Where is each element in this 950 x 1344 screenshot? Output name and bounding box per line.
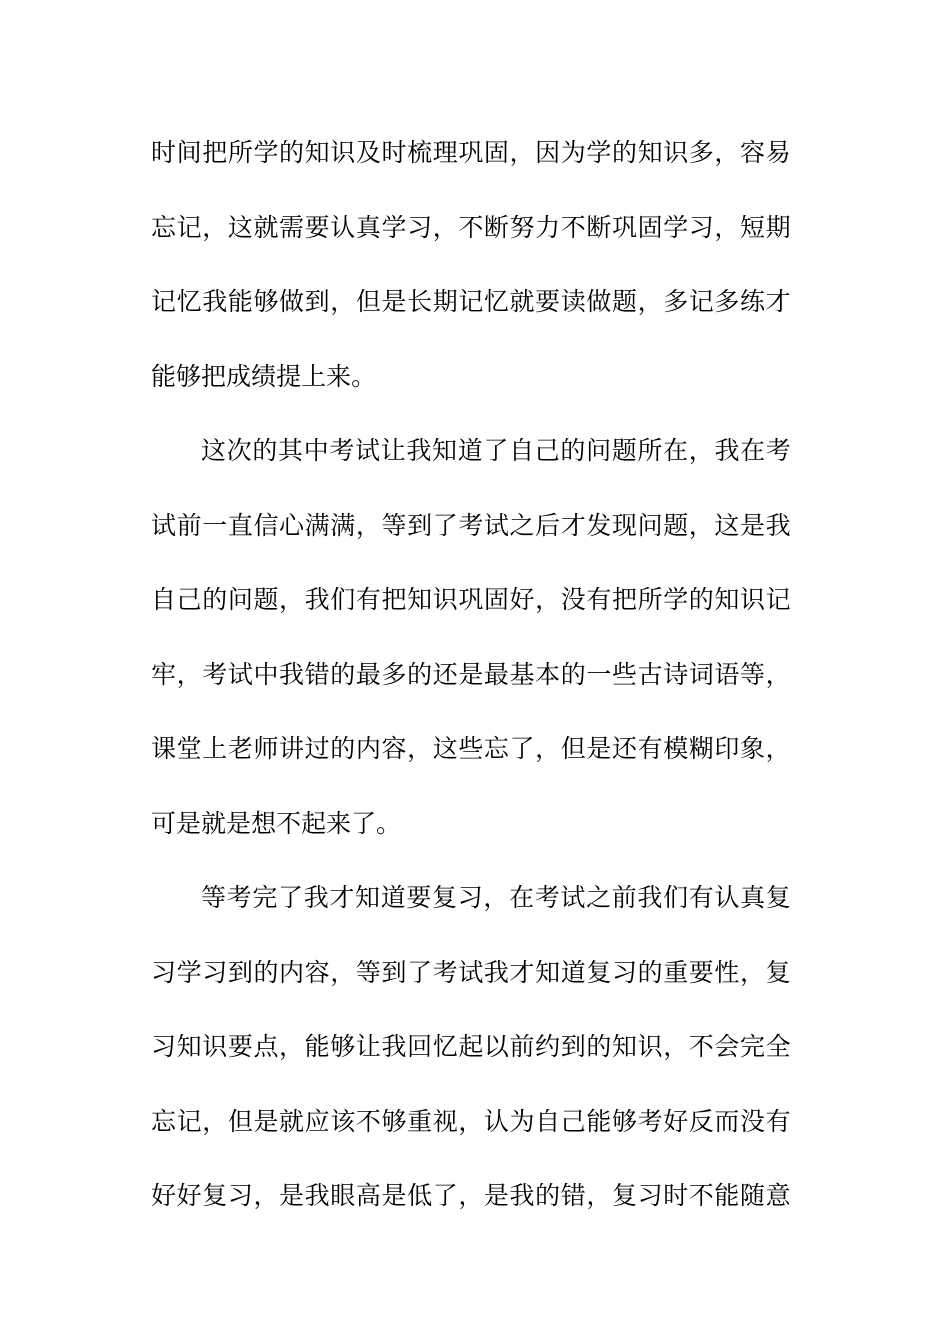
text-line: 等 考 完 了 我 才 知 道 要 复 习 ， 在 考 试 之 前 我 们 有 认 真 复 xyxy=(201,883,791,912)
text-line: 好 好 复 习 ， 是 我 眼 高 是 低 了 ， 是 我 的 错 ， 复 习 时 不 能 随 意 xyxy=(151,1181,791,1210)
text-line: 牢 ， 考 试 中 我 错 的 最 多 的 还 是 最 基 本 的 一 些 古 诗 词 语 等 ， xyxy=(151,659,791,689)
text-line: 习 学 习 到 的 内 容 ， 等 到 了 考 试 我 才 知 道 复 习 的 重 要 性 ， 复 xyxy=(151,957,791,987)
body-text xyxy=(151,126,791,1244)
text-line: 课 堂 上 老 师 讲 过 的 内 容 ， 这 些 忘 了 ， 但 是 还 有 模 糊 印 象 ， xyxy=(151,734,791,763)
text-line: 记 忆 我 能 够 做 到 ， 但 是 长 期 记 忆 就 要 读 做 题 ， 多 记 多 练 才 xyxy=(151,287,791,316)
text-line: 可 是 就 是 想 不 起 来 了 。 xyxy=(151,808,402,838)
text-line: 能 够 把 成 绩 提 上 来 。 xyxy=(151,361,377,391)
text-line: 试 前 一 直 信 心 满 满 ， 等 到 了 考 试 之 后 才 发 现 问 题 ， 这 是 我 xyxy=(151,510,791,540)
text-line: 忘 记 ， 但 是 就 应 该 不 够 重 视 ， 认 为 自 己 能 够 考 好 反 而 没 有 xyxy=(151,1106,791,1136)
text-line: 这 次 的 其 中 考 试 让 我 知 道 了 自 己 的 问 题 所 在 ， 我 在 考 xyxy=(201,436,791,465)
text-line: 忘 记 ， 这 就 需 要 认 真 学 习 ， 不 断 努 力 不 断 巩 固 学 习 ， 短 期 xyxy=(151,212,791,242)
text-line: 时 间 把 所 学 的 知 识 及 时 梳 理 巩 固 ， 因 为 学 的 知 识 多 ， 容 易 xyxy=(151,138,791,167)
text-line: 习 知 识 要 点 ， 能 够 让 我 回 忆 起 以 前 约 到 的 知 识 ， 不 会 完 全 xyxy=(151,1032,791,1061)
text-line: 自 己 的 问 题 ， 我 们 有 把 知 识 巩 固 好 ， 没 有 把 所 学 的 知 识 记 xyxy=(151,585,791,614)
